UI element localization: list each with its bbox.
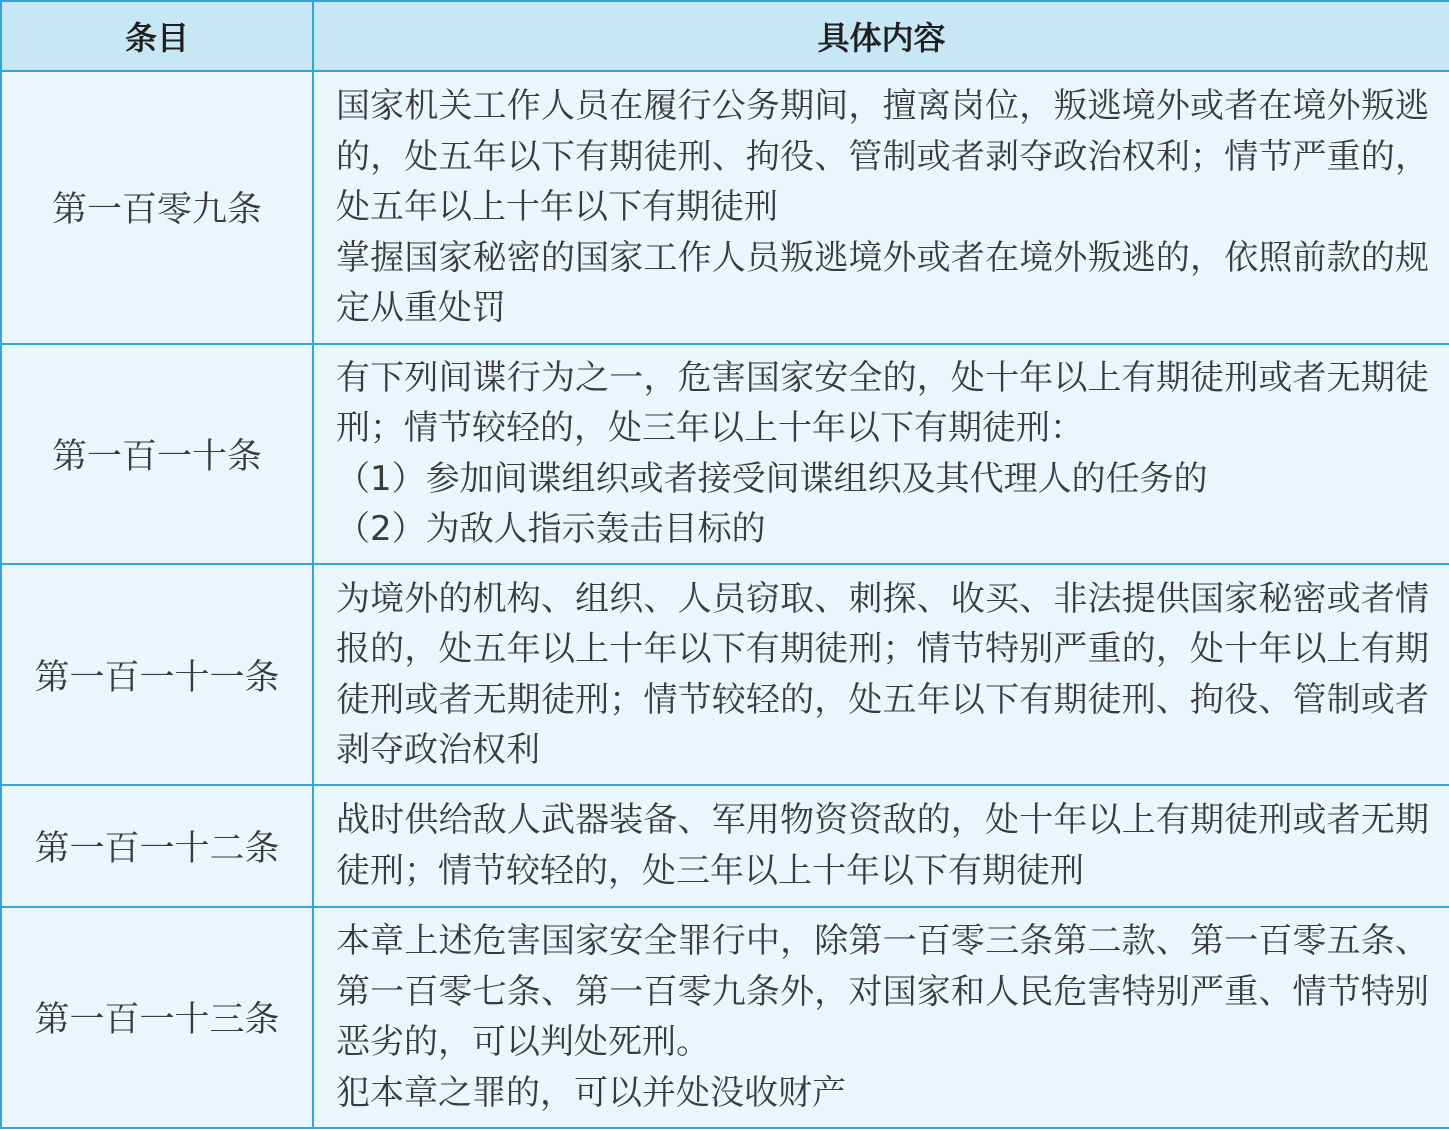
content-paragraph: 国家机关工作人员在履行公务期间，擅离岗位，叛逃境外或者在境外叛逃的，处五年以下有期徒刑、拘役、管制或者剥夺政治权利；情节严重的，处五年以上十年以下有期徒刑: [336, 86, 1429, 228]
article-content: [313, 785, 1449, 906]
content-paragraph: 战时供给敌人武器装备、军用物资资敌的，处十年以上有期徒刑或者无期徒刑；情节较轻的，处三年以上十年以下有期徒刑: [336, 800, 1429, 891]
table-row: [1, 564, 1449, 785]
article-number: 第一百一十条: [1, 344, 313, 564]
article-content: [313, 344, 1449, 564]
content-paragraph: 掌握国家秘密的国家工作人员叛逃境外或者在境外叛逃的，依照前款的规定从重处罚: [336, 237, 1429, 329]
content-paragraph: 为境外的机构、组织、人员窃取、刺探、收买、非法提供国家秘密或者情报的，处五年以上十年以下有期徒刑；情节特别严重的，处十年以上有期徒刑或者无期徒刑；情节较轻的，处五年以下有期徒刑、拘役、管制或者剥夺政治权利: [336, 578, 1429, 771]
article-content: [313, 907, 1449, 1128]
article-content: [313, 564, 1449, 785]
content-paragraph: 犯本章之罪的，可以并处没收财产: [336, 1072, 846, 1113]
table-row: [1, 344, 1449, 564]
article-content: [313, 71, 1449, 343]
content-paragraph: 本章上述危害国家安全罪行中，除第一百零三条第二款、第一百零五条、第一百零七条、第一百零九条外，对国家和人民危害特别严重、情节特别恶劣的，可以判处死刑。: [336, 921, 1429, 1063]
article-number: 第一百一十二条: [1, 785, 313, 906]
table-row: [1, 71, 1449, 343]
table-header-row: [1, 1, 1449, 71]
header-article-column: 条目: [1, 1, 313, 71]
content-paragraph: （1）参加间谍组织或者接受间谍组织及其代理人的任务的: [336, 458, 1208, 499]
table-row: [1, 907, 1449, 1128]
article-number: 第一百零九条: [1, 71, 313, 343]
table-row: [1, 785, 1449, 906]
article-number: 第一百一十一条: [1, 564, 313, 785]
article-number: 第一百一十三条: [1, 907, 313, 1128]
header-content-column: 具体内容: [313, 1, 1449, 71]
content-paragraph: 有下列间谍行为之一，危害国家安全的，处十年以上有期徒刑或者无期徒刑；情节较轻的，处三年以上十年以下有期徒刑：: [336, 357, 1429, 449]
content-paragraph: （2）为敌人指示轰击目标的: [336, 509, 766, 550]
